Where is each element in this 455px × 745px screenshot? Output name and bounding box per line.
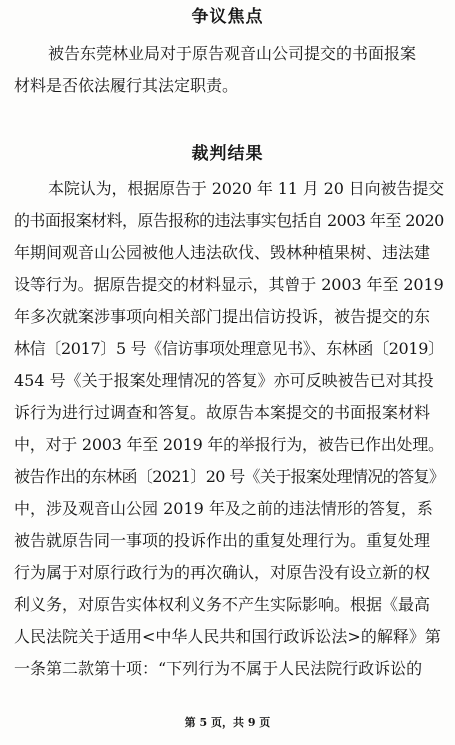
- result-line: 设等行为。据原告提交的材料显示，其曾于 2003 年至 2019: [14, 275, 444, 294]
- result-line: 利义务，对原告实体权利义务不产生实际影响。根据《最高: [14, 595, 431, 614]
- dispute-heading: 争议焦点: [191, 7, 264, 27]
- result-line: 被告作出的东林函〔2021〕20 号《关于报案处理情况的答复》: [14, 467, 445, 486]
- result-line: 被告就原告同一事项的投诉作出的重复处理行为。重复处理: [14, 531, 431, 550]
- result-line: 年期间观音山公园被他人违法砍伐、毁林种植果树、违法建: [14, 243, 431, 262]
- dispute-line: 材料是否依法履行其法定职责。: [14, 76, 239, 95]
- result-line: 人民法院关于适用<中华人民共和国行政诉讼法>的解释》第: [14, 627, 441, 646]
- page-number-footer: 第 5 页，共 9 页: [184, 716, 271, 729]
- result-line: 中，对于 2003 年至 2019 年的举报行为，被告已作出处理。: [14, 435, 444, 454]
- result-line: 454 号《关于报案处理情况的答复》亦可反映被告已对其投: [14, 371, 434, 390]
- result-line: 行为属于对原行政行为的再次确认，对原告没有设立新的权: [14, 563, 431, 582]
- result-line: 本院认为，根据原告于 2020 年 11 月 20 日向被告提交: [48, 179, 444, 198]
- result-line: 中，涉及观音山公园 2019 年及之前的违法情形的答复，系: [14, 499, 433, 518]
- result-line: 的书面报案材料，原告报称的违法事实包括自 2003 年至 2020: [14, 211, 444, 230]
- result-line: 诉行为进行过调查和答复。故原告本案提交的书面报案材料: [14, 403, 431, 422]
- result-line: 林信〔2017〕5 号《信访事项处理意见书》、东林函〔2019〕: [14, 339, 444, 358]
- result-heading: 裁判结果: [191, 144, 264, 164]
- result-line: 年多次就案涉事项向相关部门提出信访投诉，被告提交的东: [14, 307, 431, 326]
- result-line: 一条第二款第十项：“下列行为不属于人民法院行政诉讼的: [14, 659, 423, 678]
- dispute-line: 被告东莞林业局对于原告观音山公司提交的书面报案: [48, 44, 417, 63]
